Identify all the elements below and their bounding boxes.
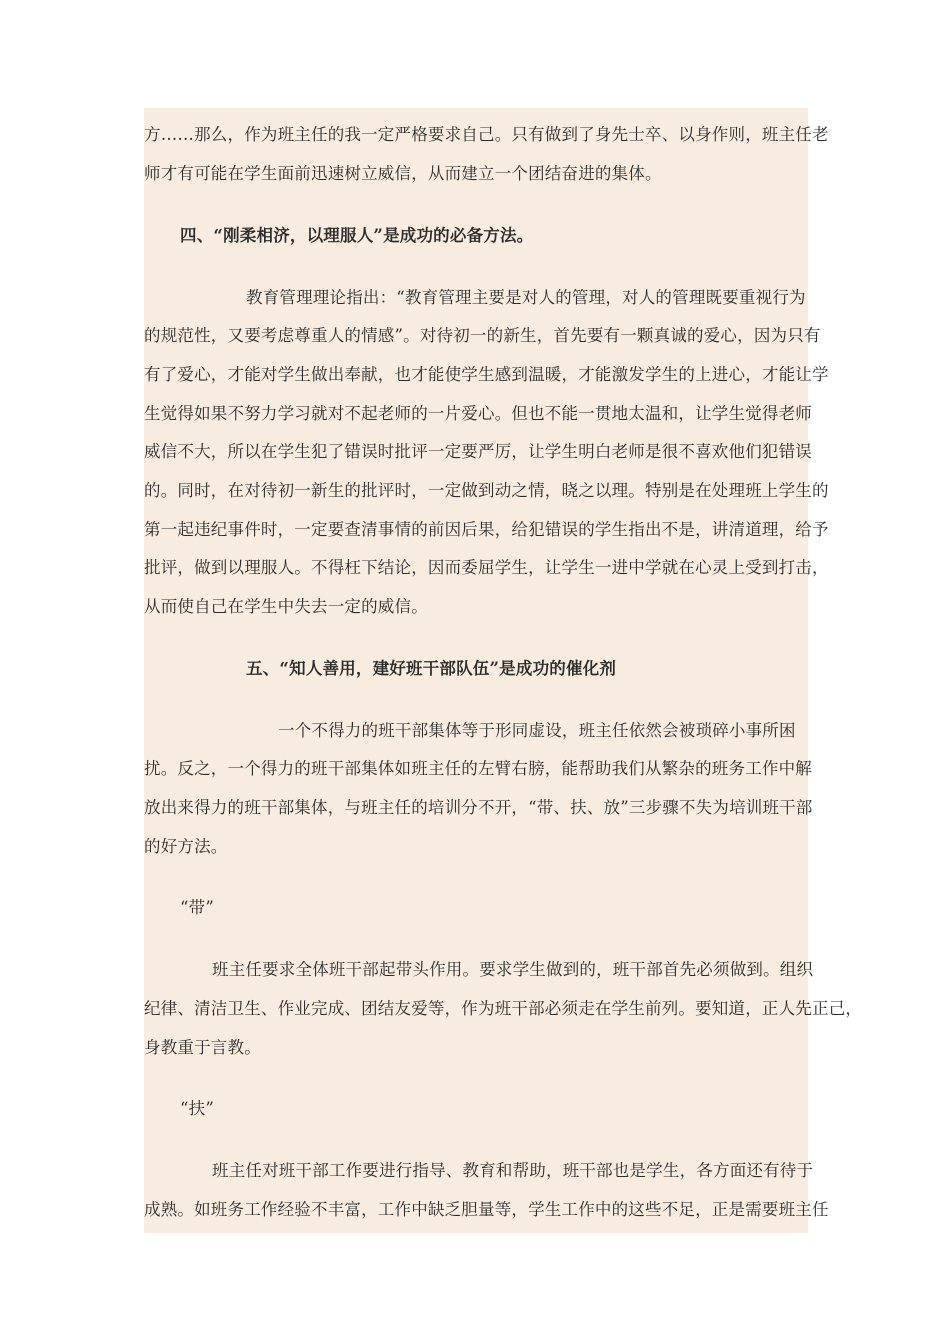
paragraph-line: 的规范性，又要考虑尊重人的情感”。对待初一的新生，首先要有一颗真诚的爱心，因为只有 — [144, 326, 821, 345]
paragraph-line: 师才有可能在学生面前迅速树立威信，从而建立一个团结奋进的集体。 — [144, 164, 662, 183]
paragraph-line: 成熟。如班务工作经验不丰富，工作中缺乏胆量等，学生工作中的这些不足，正是需要班主任 — [144, 1200, 829, 1219]
paragraph-line: 扰。反之，一个得力的班干部集体如班主任的左臂右膀，能帮助我们从繁杂的班务工作中解 — [144, 759, 812, 778]
paragraph-line: 第一起违纪事件时，一定要查清事情的前因后果，给犯错误的学生指出不是，讲清道理，给予 — [144, 520, 829, 539]
paragraph-line: 身教重于言教。 — [144, 1038, 261, 1057]
paragraph-line: 生觉得如果不努力学习就对不起老师的一片爱心。但也不能一贯地太温和，让学生觉得老师 — [144, 404, 812, 423]
paragraph-line: 的好方法。 — [144, 837, 228, 856]
paragraph-line: 有了爱心，才能对学生做出奉献，也才能使学生感到温暖，才能激发学生的上进心，才能让学 — [144, 365, 829, 384]
paragraph-line: 方……那么，作为班主任的我一定严格要求自己。只有做到了身先士卒、以身作则，班主任老 — [144, 125, 829, 144]
paragraph-line: 一个不得力的班干部集体等于形同虚设，班主任依然会被琐碎小事所困 — [278, 721, 796, 740]
paragraph-line: 班主任要求全体班干部起带头作用。要求学生做到的，班干部首先必须做到。组织 — [212, 960, 814, 979]
paragraph-line: 教育管理理论指出：“教育管理主要是对人的管理，对人的管理既要重视行为 — [246, 288, 806, 307]
paragraph-line: 班主任对班干部工作要进行指导、教育和帮助，班干部也是学生，各方面还有待于 — [212, 1161, 814, 1180]
paragraph-line: 纪律、清洁卫生、作业完成、团结友爱等，作为班干部必须走在学生前列。要知道，正人先正己， — [144, 999, 863, 1018]
section-heading-4: 四、“刚柔相济，以理服人”是成功的必备方法。 — [180, 226, 534, 245]
paragraph-line: 放出来得力的班干部集体，与班主任的培训分不开，“带、扶、放”三步骤不失为培训班干部 — [144, 798, 813, 817]
paragraph-line: 的。同时，在对待初一新生的批评时，一定做到动之情，晓之以理。特别是在处理班上学生的 — [144, 481, 829, 500]
subheading-fu: “扶” — [180, 1099, 214, 1118]
paragraph-line: 从而使自己在学生中失去一定的威信。 — [144, 597, 428, 616]
paragraph-line: 批评，做到以理服人。不得枉下结论，因而委屈学生，让学生一进中学就在心灵上受到打击， — [144, 558, 829, 577]
paragraph-line: 威信不大，所以在学生犯了错误时批评一定要严厉，让学生明白老师是很不喜欢他们犯错误 — [144, 442, 812, 461]
subheading-dai: “带” — [180, 898, 214, 917]
section-heading-5: 五、“知人善用，建好班干部队伍”是成功的催化剂 — [246, 659, 617, 678]
